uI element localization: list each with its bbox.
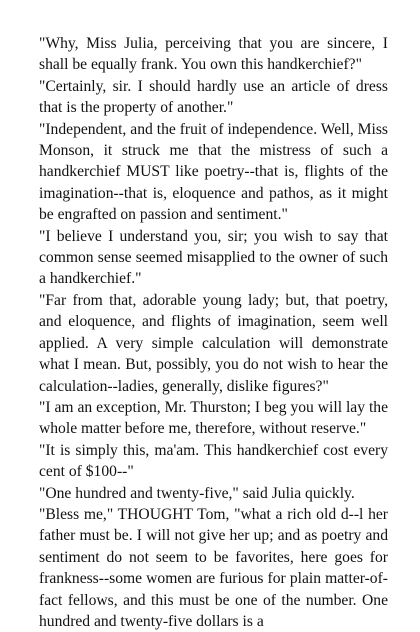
paragraph: "Far from that, adorable young lady; but, that poetry, and eloquence, and flights of imagination, seem well applied. A very simple calculation will demonstrate what I mean. But, possibly, you do not wish to hear the calculation--ladies, generally, dislike figures?": [39, 291, 388, 395]
paragraph: "It is simply this, ma'am. This handkerchief cost every cent of $100--": [39, 441, 388, 481]
paragraph: "Bless me," THOUGHT Tom, "what a rich old d--l her father must be. I will not give her up; and as poetry and sentiment do not seem to be favorites, here goes for frankness--some women are furious for plain matter-of-fact fellows, and this must be one of the number. One hundred and twenty-five dollars is a: [39, 505, 388, 630]
paragraph: "Independent, and the fruit of independence. Well, Miss Monson, it struck me that the mistress of such a handkerchief MUST like poetry--that is, flights of the imagination--that is, eloquence and pathos, as it might be engrafted on passion and sentiment.": [39, 120, 388, 224]
paragraph: "I am an exception, Mr. Thurston; I beg you will lay the whole matter before me, therefore, without reserve.": [39, 398, 388, 438]
paragraph: "I believe I understand you, sir; you wish to say that common sense seemed misapplied to the owner of such a handkerchief.": [39, 227, 388, 288]
book-page: [39, 33, 388, 632]
paragraph: "Certainly, sir. I should hardly use an article of dress that is the property of another.": [39, 77, 388, 117]
paragraph: "One hundred and twenty-five," said Julia quickly.: [39, 484, 355, 502]
paragraph: "Why, Miss Julia, perceiving that you are sincere, I shall be equally frank. You own this handkerchief?": [39, 35, 388, 74]
